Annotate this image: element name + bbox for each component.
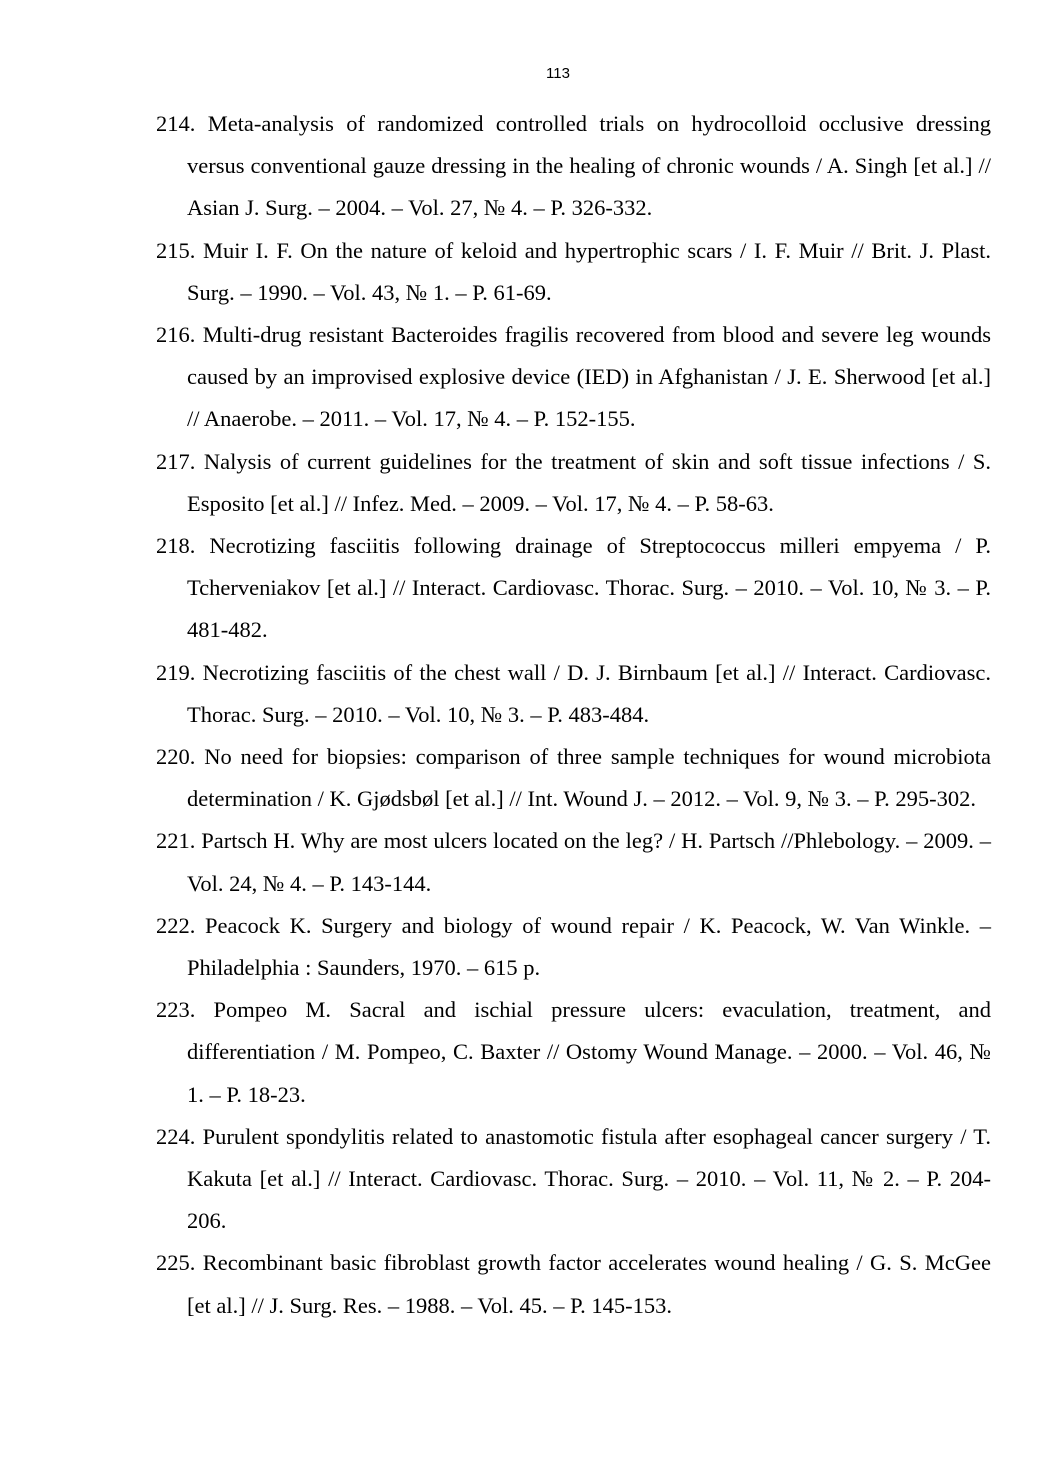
reference-item bbox=[156, 989, 991, 1116]
reference-item bbox=[156, 525, 991, 652]
reference-item bbox=[156, 441, 991, 525]
reference-item bbox=[156, 736, 991, 820]
reference-item bbox=[156, 905, 991, 989]
reference-number: 216. bbox=[156, 322, 196, 348]
reference-item bbox=[156, 652, 991, 736]
reference-list bbox=[156, 103, 991, 1327]
reference-number: 223. bbox=[156, 997, 196, 1023]
reference-number: 222. bbox=[156, 912, 196, 938]
reference-item bbox=[156, 314, 991, 441]
reference-item bbox=[156, 820, 991, 904]
reference-number: 219. bbox=[156, 659, 196, 685]
reference-text: No need for biopsies: comparison of three sample techniques for wound microbiota determination / K. Gjødsbøl [et al.] // Int. Wound J. – 2012. – Vol. 9, № 3. – P. 295-302. bbox=[187, 744, 991, 812]
reference-number: 220. bbox=[156, 744, 196, 770]
reference-number: 217. bbox=[156, 448, 196, 474]
reference-number: 225. bbox=[156, 1250, 196, 1276]
reference-text: Meta-analysis of randomized controlled trials on hydrocolloid occlusive dressing versus conventional gauze dressing in the healing of chronic wounds / A. Singh [et al.] // Asian J. Surg. – 2004. – Vol. 27, № 4. – P. 326-332. bbox=[187, 111, 991, 221]
reference-text: Recombinant basic fibroblast growth factor accelerates wound healing / G. S. McGee [et al.] // J. Surg. Res. – 1988. – Vol. 45. – P. 145-153. bbox=[187, 1250, 992, 1318]
reference-number: 218. bbox=[156, 533, 196, 559]
reference-item bbox=[156, 230, 991, 314]
page-number: 113 bbox=[546, 65, 570, 82]
reference-text: Nalysis of current guidelines for the treatment of skin and soft tissue infections / S. Esposito [et al.] // Infez. Med. – 2009. – Vol. 17, № 4. – P. 58-63. bbox=[187, 448, 992, 516]
reference-number: 221. bbox=[156, 828, 196, 854]
reference-text: Partsch H. Why are most ulcers located on the leg? / H. Partsch //Phlebology. – 2009. – Vol. 24, № 4. – P. 143-144. bbox=[187, 828, 992, 896]
reference-item bbox=[156, 103, 991, 230]
reference-item bbox=[156, 1116, 991, 1243]
reference-text: Muir I. F. On the nature of keloid and hypertrophic scars / I. F. Muir // Brit. J. Plast. Surg. – 1990. – Vol. 43, № 1. – P. 61-69. bbox=[187, 237, 992, 305]
reference-text: Pompeo M. Sacral and ischial pressure ulcers: evaculation, treatment, and differentiation / M. Pompeo, C. Baxter // Ostomy Wound Manage. – 2000. – Vol. 46, № 1. – P. 18-23. bbox=[187, 997, 991, 1107]
reference-number: 214. bbox=[156, 111, 196, 136]
reference-number: 215. bbox=[156, 237, 196, 263]
reference-text: Necrotizing fasciitis of the chest wall / D. J. Birnbaum [et al.] // Interact. Cardiovasc. Thorac. Surg. – 2010. – Vol. 10, № 3. – P. 483-484. bbox=[187, 659, 991, 727]
reference-text: Purulent spondylitis related to anastomotic fistula after esophageal cancer surgery / T. Kakuta [et al.] // Interact. Cardiovasc. Thorac. Surg. – 2010. – Vol. 11, № 2. – P. 204-206. bbox=[187, 1123, 992, 1234]
reference-text: Necrotizing fasciitis following drainage of Streptococcus milleri empyema / P. Tcherveniakov [et al.] // Interact. Cardiovasc. Thorac. Surg. – 2010. – Vol. 10, № 3. – P. 481-482. bbox=[187, 533, 992, 643]
reference-text: Multi-drug resistant Bacteroides fragilis recovered from blood and severe leg wounds caused by an improvised explosive device (IED) in Afghanistan / J. E. Sherwood [et al.] // Anaerobe. – 2011. – Vol. 17, № 4. – P. 152-155. bbox=[187, 322, 991, 432]
reference-item bbox=[156, 1242, 991, 1326]
reference-number: 224. bbox=[156, 1123, 196, 1149]
reference-text: Peacock K. Surgery and biology of wound repair / K. Peacock, W. Van Winkle. – Philadelphia : Saunders, 1970. – 615 p. bbox=[187, 912, 991, 981]
